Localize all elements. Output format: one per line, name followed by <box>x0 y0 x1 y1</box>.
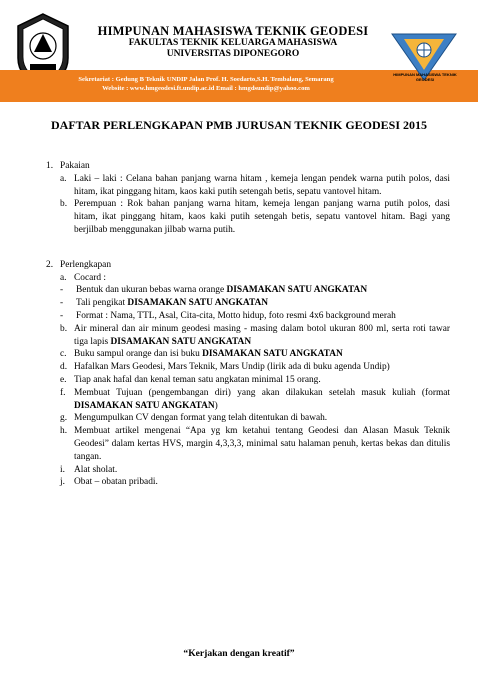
section-number: 1. <box>46 161 54 171</box>
list-item: b. Perempuan : Rok bahan panjang warna hitam, kemeja lengan panjang warna putih polos, dasi hitam, ikat pinggang hitam, kaos kaki putih setengah betis, sepatu vantovel hitam. Bagi yang berjilbab menggunakan jilbab warna putih. <box>60 199 450 235</box>
document-title: DAFTAR PERLENGKAPAN PMB JURUSAN TEKNIK GEODESI 2015 <box>50 118 428 132</box>
dash-item: - Format : Nama, TTL, Asal, Cita-cita, Motto hidup, foto resmi 4x6 background merah <box>60 310 396 321</box>
section-label: Pakaian <box>60 161 90 171</box>
list-item: e. Tiap anak hafal dan kenal teman satu angkatan minimal 15 orang. <box>60 374 321 385</box>
letterhead <box>0 0 478 104</box>
list-item: a. Laki – laki : Celana bahan panjang warna hitam , kemeja lengan pendek warna putih polos, dasi hitam, ikat pinggang hitam, kaos kaki putih setengah betis, sepatu vantovel hitam. <box>60 173 450 197</box>
list-item: i. Alat sholat. <box>60 464 118 475</box>
org-name: HIMPUNAN MAHASISWA TEKNIK GEODESI <box>97 24 369 38</box>
list-item: g. Mengumpulkan CV dengan format yang telah ditentukan di bawah. <box>60 413 328 424</box>
contact-line: Website : www.hmgeodesi.ft.undip.ac.id Email : hmgdsundip@yahoo.com <box>102 85 310 92</box>
list-item: b. Air mineral dan air minum geodesi masing - masing dalam botol ukuran 800 ml, serta roti tawar tiga lapis DISAMAKAN SATU ANGKATAN <box>60 323 450 347</box>
section-label: Perlengkapan <box>60 259 112 270</box>
list-item: d. Hafalkan Mars Geodesi, Mars Teknik, Mars Undip (lirik ada di buku agenda Undip) <box>60 362 390 373</box>
emphasis-text: DISAMAKAN SATU ANGKATAN <box>74 400 215 411</box>
emphasis-text: DISAMAKAN SATU ANGKATAN <box>127 298 269 309</box>
dash-item: - Bentuk dan ukuran bebas warna orange DISAMAKAN SATU ANGKATAN <box>60 285 368 296</box>
faculty-name: FAKULTAS TEKNIK KELUARGA MAHASISWA <box>128 38 338 48</box>
footer-motto: “Kerjakan dengan kreatif” <box>183 648 295 659</box>
address-line: Sekretariat : Gedung B Teknik UNDIP Jalan Prof. H. Soedarto,S.H. Tembalang, Semarang <box>78 76 334 83</box>
emphasis-text: DISAMAKAN SATU ANGKATAN <box>202 349 343 360</box>
university-name: UNIVERSITAS DIPONEGORO <box>166 49 300 59</box>
list-item: a. Cocard : <box>60 272 107 283</box>
dash-item: - Tali pengikat DISAMAKAN SATU ANGKATAN <box>60 298 269 309</box>
hmgd-logo-caption: HIMPUNAN MAHASISWA TEKNIK GEODESI <box>393 72 457 82</box>
emphasis-text: DISAMAKAN SATU ANGKATAN <box>226 285 368 296</box>
list-item: c. Buku sampul orange dan isi buku DISAMAKAN SATU ANGKATAN <box>60 349 343 360</box>
emphasis-text: DISAMAKAN SATU ANGKATAN <box>110 336 252 347</box>
list-item: f. Membuat Tujuan (pengembangan diri) yang akan dilakukan setelah masuk kuliah (format DISAMAKAN SATU ANGKATAN) <box>60 387 450 411</box>
list-item: h. Membuat artikel mengenai “Apa yg km ketahui tentang Geodesi dan Alasan Masuk Teknik Geodesi” dalam kertas HVS, margin 4,3,3,3, minimal satu halaman penuh, kertas bekas dan ditulis tangan. <box>60 426 450 462</box>
section-pakaian <box>46 160 450 173</box>
document-body <box>46 160 450 489</box>
list-item: j. Obat – obatan pribadi. <box>60 477 158 488</box>
letterhead-text <box>78 24 388 60</box>
section-number: 2. <box>46 259 54 270</box>
section-perlengkapan <box>46 259 450 272</box>
